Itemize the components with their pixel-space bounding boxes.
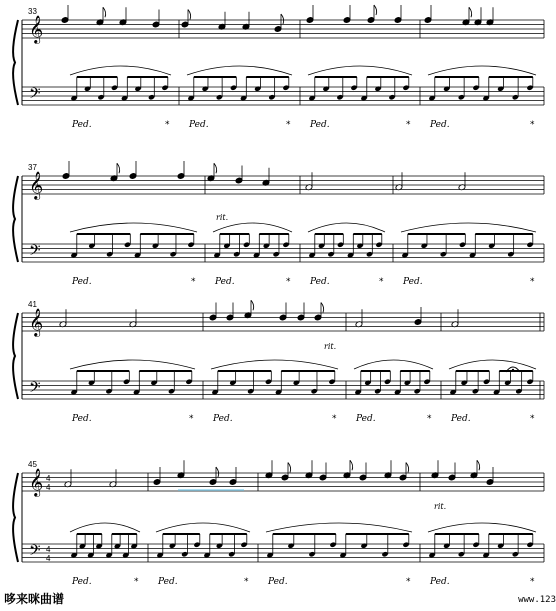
slur <box>308 223 385 232</box>
system-2 <box>13 161 544 287</box>
bass-clef-icon: 𝄢 <box>29 542 41 563</box>
slur <box>211 360 338 369</box>
bass-clef-icon: 𝄢 <box>29 379 41 400</box>
bass-clef-icon: 𝄢 <box>29 85 41 106</box>
brace <box>13 176 18 262</box>
fermata-dot <box>512 369 514 371</box>
measure-number: 33 <box>28 7 37 16</box>
pedal-release-mark: * <box>332 414 337 424</box>
slur <box>401 223 536 232</box>
pedal-release-mark: * <box>191 277 196 287</box>
slur <box>266 523 412 532</box>
slur <box>70 223 197 232</box>
pedal-mark: Ped. <box>72 277 92 287</box>
pedal-mark: Ped. <box>72 577 92 587</box>
slur <box>156 523 250 532</box>
pedal-release-mark: * <box>530 414 535 424</box>
treble-clef-icon: 𝄞 <box>29 171 44 199</box>
pedal-mark: Ped. <box>451 414 471 424</box>
pedal-release-mark: * <box>406 577 411 587</box>
slur <box>428 523 536 532</box>
brace <box>13 473 18 562</box>
pedal-release-mark: * <box>134 577 139 587</box>
time-signature-bottom: 4 <box>46 483 51 492</box>
slur <box>449 360 536 369</box>
ritardando-mark: rit. <box>434 502 447 511</box>
pedal-mark: Ped. <box>356 414 376 424</box>
pedal-mark: Ped. <box>268 577 288 587</box>
slur <box>354 360 433 369</box>
slur <box>70 360 195 369</box>
slur <box>213 223 292 232</box>
pedal-mark: Ped. <box>158 577 178 587</box>
brace <box>13 20 18 105</box>
pedal-release-mark: * <box>530 577 535 587</box>
pedal-release-mark: * <box>244 577 249 587</box>
pedal-mark: Ped. <box>310 277 330 287</box>
pedal-release-mark: * <box>530 120 535 130</box>
pedal-release-mark: * <box>427 414 432 424</box>
brace <box>13 313 18 399</box>
pedal-mark: Ped. <box>430 577 450 587</box>
pedal-release-mark: * <box>379 277 384 287</box>
pedal-mark: Ped. <box>213 414 233 424</box>
site-watermark: 哆来咪曲谱 <box>4 592 65 606</box>
ritardando-mark: rit. <box>216 213 229 222</box>
pedal-mark: Ped. <box>72 120 92 130</box>
measure-number: 45 <box>28 460 37 469</box>
time-signature-top: 4 <box>46 474 51 483</box>
site-url: www.123 <box>518 595 556 605</box>
pedal-mark: Ped. <box>215 277 235 287</box>
slur <box>187 66 292 75</box>
pedal-mark: Ped. <box>310 120 330 130</box>
time-signature-top: 4 <box>46 545 51 554</box>
ritardando-mark: rit. <box>324 342 337 351</box>
pedal-release-mark: * <box>530 277 535 287</box>
pedal-release-mark: * <box>189 414 194 424</box>
system-3 <box>13 300 544 424</box>
measure-number: 37 <box>28 163 37 172</box>
pedal-mark: Ped. <box>189 120 209 130</box>
pedal-mark: Ped. <box>72 414 92 424</box>
slur <box>308 66 412 75</box>
pedal-mark: Ped. <box>403 277 423 287</box>
slur <box>70 66 171 75</box>
treble-clef-icon: 𝄞 <box>29 468 44 496</box>
bass-clef-icon: 𝄢 <box>29 242 41 263</box>
pedal-mark: Ped. <box>430 120 450 130</box>
system-4 <box>13 460 544 587</box>
time-signature-bottom: 4 <box>46 554 51 563</box>
pedal-release-mark: * <box>165 120 170 130</box>
treble-clef-icon: 𝄞 <box>29 308 44 336</box>
pedal-release-mark: * <box>286 277 291 287</box>
system-1 <box>13 5 544 130</box>
treble-clef-icon: 𝄞 <box>29 15 44 43</box>
slur <box>428 66 536 75</box>
measure-number: 41 <box>28 300 37 309</box>
pedal-release-mark: * <box>406 120 411 130</box>
pedal-release-mark: * <box>286 120 291 130</box>
slur <box>70 523 140 532</box>
